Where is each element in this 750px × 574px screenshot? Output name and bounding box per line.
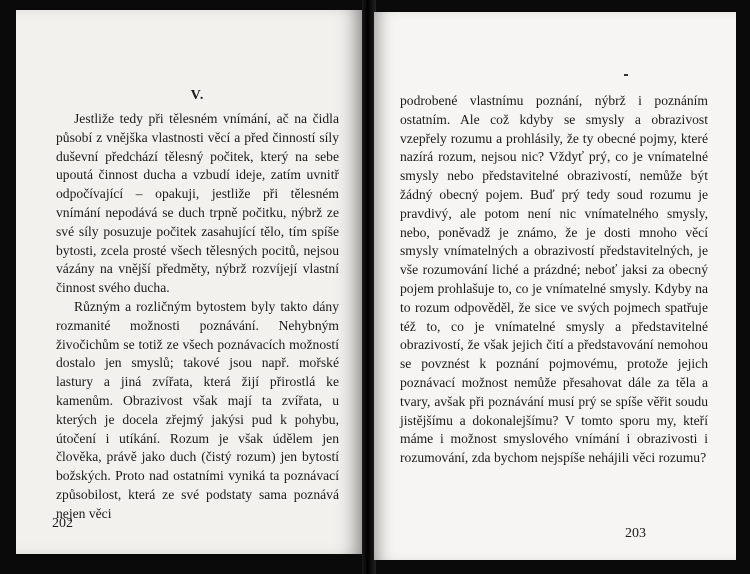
right-page bbox=[374, 12, 736, 560]
left-paragraph-1: Jestliže tedy při tělesném vnímání, ač na čidla působí z vnějška vlastnosti věcí a před činností síly duševní předchází tělesný počitek, který na sebe upoutá činnost ducha a vzbudí ideje, zatím uvnitř odpočívající – opakuji, jestliže při tělesném vnímání nepodává se duch trpně počitku, nýbrž ze své síly posuzuje počitek zasahující tělo, tím spíše bytosti, zcela prosté všech tělesných pocitů, nejsou vázány na vnější předměty, nýbrž rozvíjejí vlastní činnost svého ducha. bbox=[56, 111, 339, 296]
right-paragraph-1: podrobené vlastnímu poznání, nýbrž i poznáním ostatním. Ale což kdyby se smysly a obrazivost vzepřely rozumu a prohlásily, že ty obecné pojmy, které nazírá rozum, nejsou nic? Vždyť prý, co je vnímatelné smysly nebo představitelné obrazivostí, nemůže být žádný obecný pojem. Buď prý tedy soud rozumu je pravdivý, ale potom není nic vnímatelného smysly, nebo, poněvadž je známo, že je dosti mnoho věcí smysly vnímatelných a obrazivostí představitelných, je vše rozumování liché a prázdné; neboť jaksi za obecný pojem prohlašuje to, co je vnímatelné smysly. Kdyby na to rozum odpověděl, že sice ve svých pojmech spatřuje též to, co je vnímatelné smysly a představitelné obrazivostí, že však jejich čití a představování nemohou se povznést k poznání pojmovému, protože jejich poznávací možnost nemůže přesahovat dále za těla a tvary, avšak při poznávání musí prý se spíše věřit soudu jistějšímu a dokonalejšímu? V tomto sporu my, kteří máme i možnost smyslového vnímání i obrazivosti i rozumování, zda bychom nejspíše nehájili věci rozumu? bbox=[400, 93, 708, 466]
left-page bbox=[16, 10, 363, 554]
print-mark bbox=[624, 74, 628, 76]
left-paragraph-2: Různým a rozličným bytostem byly takto dány rozmanité možnosti poznávání. Nehybným živočichům se totiž ze všech poznávacích možností dostalo jen smyslů; takové jsou např. mořské lastury a jiná zvířata, která žijí přirostlá ke kamenům. Obrazivost však mají ta zvířata, u kterých je docela zřejmý jakýsi pud k pohybu, útočení i utíkání. Rozum je však údělem jen člověka, právě jako duch (čistý rozum) jen bytostí božských. Proto nad ostatními vyniká ta poznávací způsobilost, která ze své podstaty sama poznává nejen věci bbox=[56, 298, 339, 521]
chapter-heading: V. bbox=[190, 88, 205, 103]
page-number-right: 203 bbox=[625, 526, 646, 541]
page-number-left: 202 bbox=[52, 516, 73, 531]
